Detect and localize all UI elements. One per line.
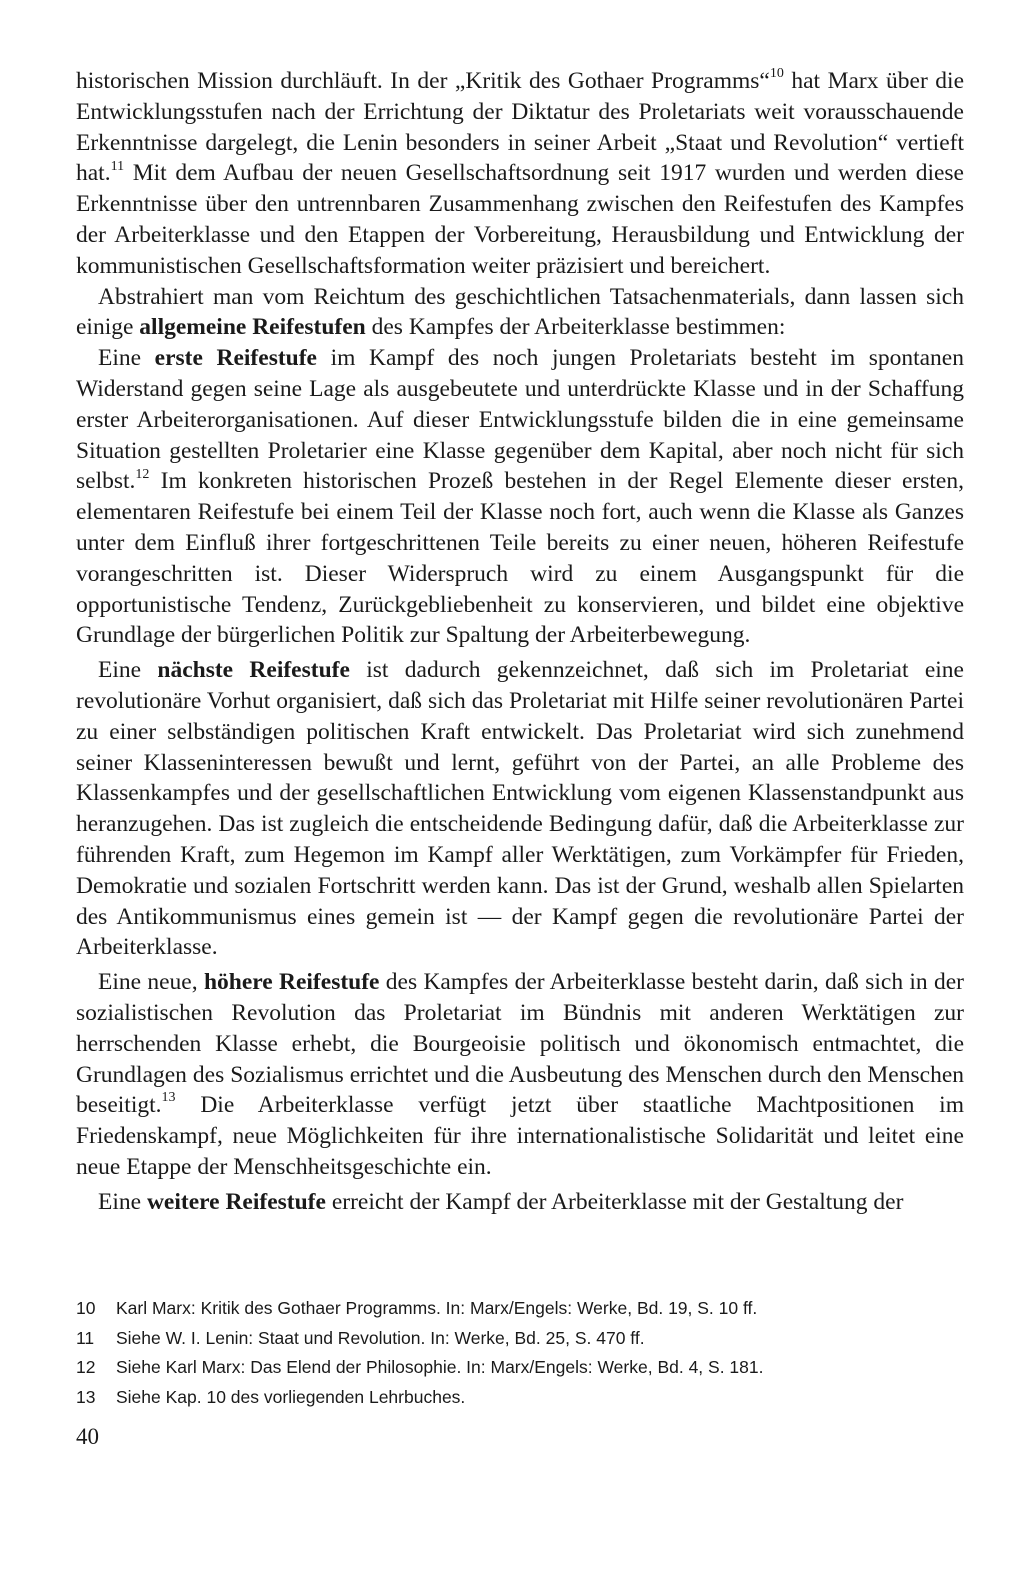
footnotes	[76, 1294, 964, 1412]
text-run: erreicht der Kampf der Arbeiterklasse mit der Gestaltung der	[325, 1188, 904, 1215]
page-number: 40	[76, 1424, 99, 1449]
footnote-number: 11	[76, 1327, 95, 1348]
paragraph	[76, 343, 964, 651]
bold-term: allgemeine Reifestufen	[139, 314, 366, 341]
text-run: im Kampf des noch jungen Proletariats besteht im spontanen Widerstand gegen seine Lage als ausgebeutete und unterdrückte Klasse und in der Schaffung erster Arbeiterorganisationen. Auf dieser Entwicklungsstufe bilden die in eine gemeinsame Situation gestellten Proletarier eine Klasse gegenüber dem Kapital, aber noch nicht für sich selbst.	[76, 345, 964, 495]
footnote-reference: 11	[110, 158, 125, 174]
paragraph	[76, 1187, 964, 1218]
footnote-reference: 12	[135, 466, 150, 482]
footnote-text: Siehe Karl Marx: Das Elend der Philosophie. In: Marx/Engels: Werke, Bd. 4, S. 181.	[116, 1357, 764, 1378]
footnote-text: Karl Marx: Kritik des Gothaer Programms. In: Marx/Engels: Werke, Bd. 19, S. 10 ff.	[116, 1298, 758, 1318]
text-run: ist dadurch gekennzeichnet, daß sich im Proletariat eine revolutionäre Vorhut organisiert, daß sich das Proletariat mit Hilfe seiner revolutionären Partei zu einer selbständigen politischen Kraft entwickelt. Das Proletariat wird sich zunehmend seiner Klasseninteressen bewußt und lernt, geführt von der Partei, an alle Probleme des Klassenkampfes und der gesellschaftlichen Entwicklung vom eigenen Klassenstandpunkt aus heranzugehen. Das ist zugleich die entscheidende Bedingung dafür, daß die Arbeiterklasse zur führenden Kraft, zum Hegemon im Kampf aller Werktätigen, zum Vorkämpfer für Frieden, Demokratie und sozialen Fortschritt werden kann. Das ist der Grund, weshalb allen Spielarten des Antikommunismus eines gemein ist — der Kampf gegen die revolutionäre Partei der Arbeiterklasse.	[76, 657, 964, 961]
text-run: Mit dem Aufbau der neuen Gesellschaftsordnung seit 1917 wurden und werden diese Erkenntnisse über den untrennbaren Zusammenhang zwischen den Reifestufen des Kampfes der Arbeiterklasse und den Etappen der Vorbereitung, Herausbildung und Entwicklung der kommunistischen Gesellschaftsformation weiter präzisiert und bereichert.	[76, 160, 964, 279]
body-text	[76, 66, 964, 1217]
text-run: historischen Mission durchläuft. In der „Kritik des Gothaer Programms“	[76, 68, 770, 94]
footnote	[76, 1294, 964, 1324]
footnote-number: 10	[76, 1298, 96, 1318]
paragraph	[76, 282, 964, 344]
bold-term: erste Reifestufe	[154, 345, 317, 372]
text-run: Im konkreten historischen Prozeß bestehen in der Regel Elemente dieser ersten, elementaren Reifestufe bei einem Teil der Klasse noch fort, auch wenn die Klasse als Ganzes unter dem Einfluß ihrer fortgeschrittenen Teile bereits zu einer neuen, höheren Reifestufe vorangeschritten ist. Dieser Widerspruch wird zu einem Ausgangspunkt für die opportunistische Tendenz, Zurückgebliebenheit zu konservieren, und bildet eine objektive Grundlage der bürgerlichen Politik zur Spaltung der Arbeiterbewegung.	[76, 468, 964, 649]
footnote	[76, 1324, 964, 1354]
bold-term: höhere Reifestufe	[203, 969, 380, 996]
bold-term: nächste Reifestufe	[157, 657, 350, 684]
text-run: Die Arbeiterklasse verfügt jetzt über staatliche Machtpositionen im Friedenskampf, neue Möglichkeiten für ihre internationalistische Solidarität und leitet eine neue Etappe der Menschheitsgeschichte ein.	[76, 1092, 964, 1180]
bold-term: weitere Reifestufe	[146, 1188, 326, 1215]
footnote-text: Siehe W. I. Lenin: Staat und Revolution. In: Werke, Bd. 25, S. 470 ff.	[116, 1327, 645, 1348]
footnote-reference: 10	[769, 66, 784, 82]
text-run: des Kampfes der Arbeiterklasse bestimmen:	[365, 314, 786, 341]
footnote-number: 13	[76, 1386, 96, 1407]
footnote	[76, 1353, 964, 1383]
paragraph	[76, 967, 964, 1183]
footnote-number: 12	[76, 1357, 96, 1378]
footnote	[76, 1383, 964, 1413]
paragraph	[76, 655, 964, 963]
text-run: Eine	[98, 345, 155, 372]
text-run: Eine neue,	[98, 969, 204, 996]
text-run: Eine	[98, 657, 158, 684]
text-run: Eine	[98, 1188, 147, 1215]
footnote-reference: 13	[161, 1090, 176, 1106]
text-run: Abstrahiert man vom Reichtum des geschichtlichen Tatsachenmaterials, dann lassen sich einige	[76, 283, 964, 341]
footnote-text: Siehe Kap. 10 des vorliegenden Lehrbuches.	[116, 1386, 466, 1407]
text-run: des Kampfes der Arbeiterklasse besteht darin, daß sich in der sozialistischen Revolution das Proletariat im Bündnis mit anderen Werktätigen zur herrschenden Klasse erhebt, die Bourgeoisie politisch und ökonomisch entmachtet, die Grundlagen des Sozialismus errichtet und die Ausbeutung des Menschen durch den Menschen beseitigt.	[76, 969, 964, 1119]
text-run: hat Marx über die Entwicklungsstufen nach der Errichtung der Diktatur des Proletariats weit vorausschauende Erkenntnisse dargelegt, die Lenin besonders in seiner Arbeit „Staat und Revolution“ vertieft hat.	[76, 68, 964, 187]
paragraph	[76, 66, 964, 282]
